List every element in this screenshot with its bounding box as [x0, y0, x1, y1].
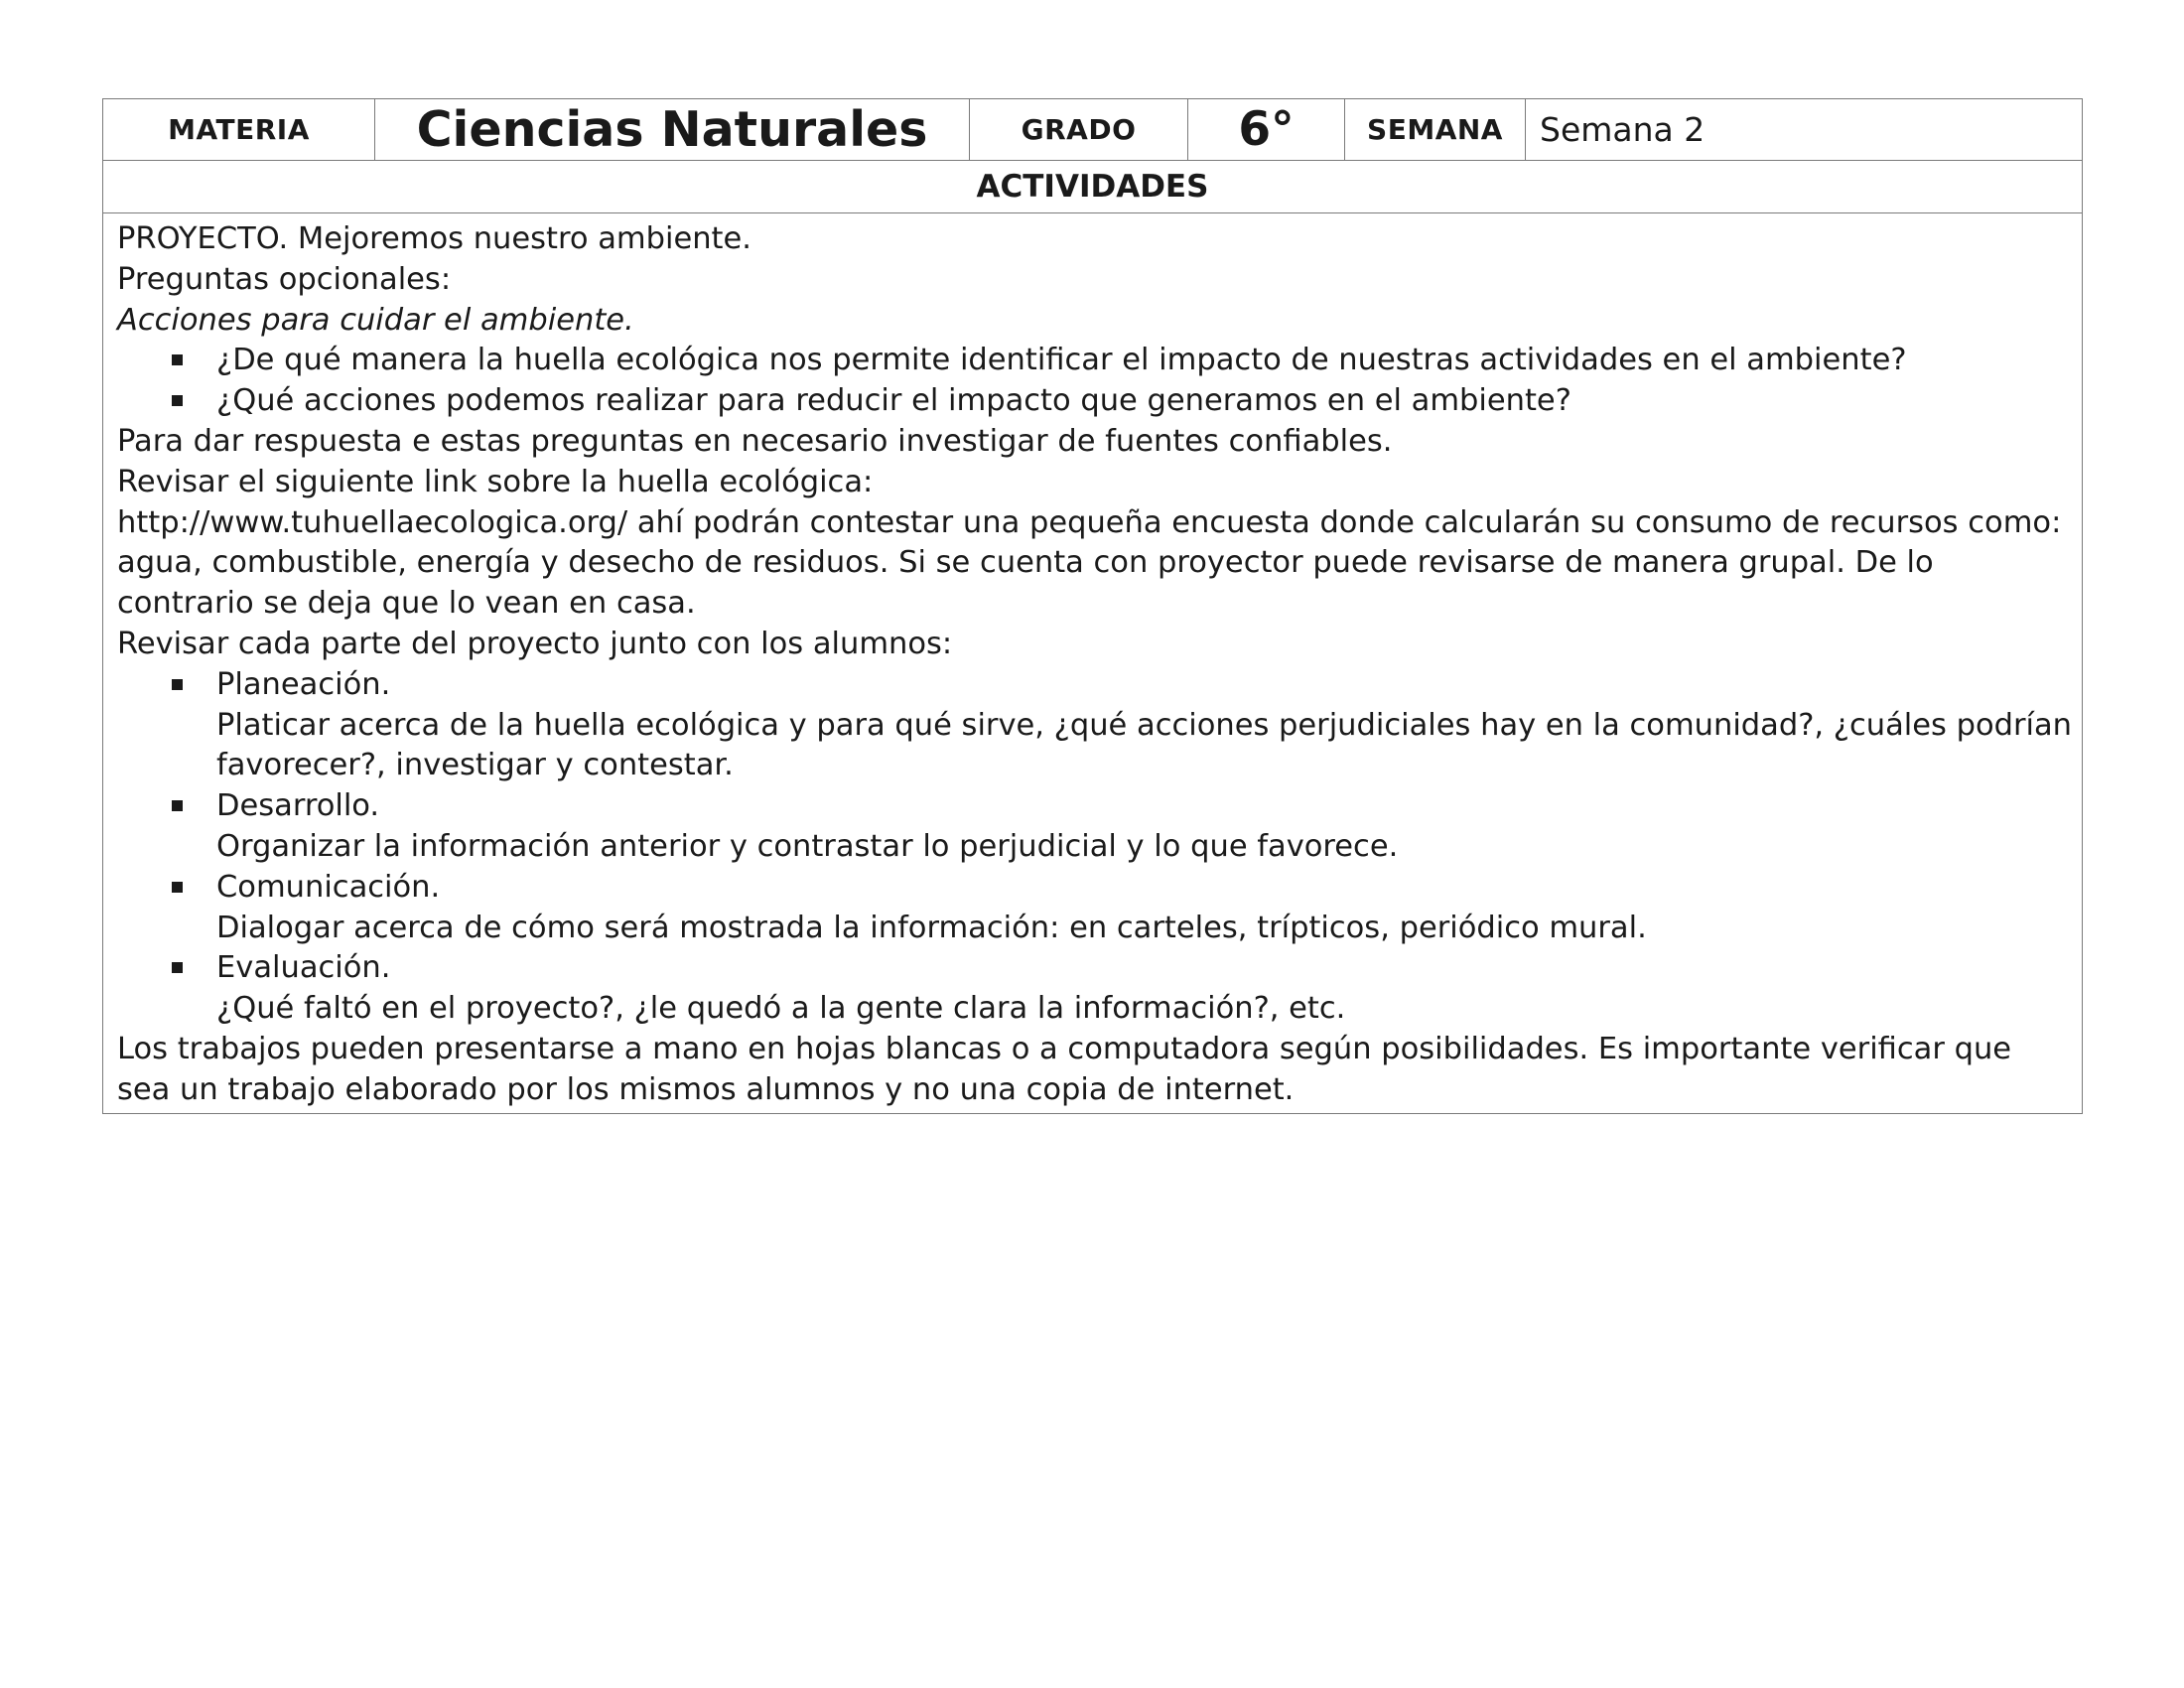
phases-list	[117, 665, 2072, 1030]
phase-description: Organizar la información anterior y contrastar lo perjudicial y lo que favorece.	[216, 828, 1399, 864]
section-title-row	[103, 161, 2083, 213]
header-row	[103, 99, 2083, 161]
topic-line: Acciones para cuidar el ambiente.	[117, 302, 634, 338]
project-line: PROYECTO. Mejoremos nuestro ambiente.	[117, 221, 751, 256]
activities-content	[103, 213, 2083, 1114]
research-note: Para dar respuesta e estas preguntas en necesario investigar de fuentes confiables.	[117, 423, 1393, 459]
square-bullet-icon	[172, 395, 183, 406]
phase-description: ¿Qué faltó en el proyecto?, ¿le quedó a la gente clara la información?, etc.	[216, 991, 1346, 1027]
closing-paragraph: Los trabajos pueden presentarse a mano en hojas blancas o a computadora según posibilidades. Es importante verificar que sea un trabajo elaborado por los mismos alumnos y no una copia de internet.	[117, 1031, 2012, 1107]
semana-label: SEMANA	[1345, 99, 1526, 161]
phase-description: Platicar acerca de la huella ecológica y para qué sirve, ¿qué acciones perjudiciales hay en la comunidad?, ¿cuáles podrían favorecer?, investigar y contestar.	[216, 707, 2073, 783]
question-text: ¿De qué manera la huella ecológica nos permite identificar el impacto de nuestras actividades en el ambiente?	[216, 343, 1907, 378]
list-item	[117, 341, 2072, 381]
questions-list	[117, 341, 2072, 422]
grado-label: GRADO	[970, 99, 1188, 161]
lesson-plan-sheet	[102, 98, 2083, 1114]
list-item	[117, 665, 2072, 786]
link-intro: Revisar el siguiente link sobre la huella ecológica:	[117, 464, 874, 499]
question-text: ¿Qué acciones podemos realizar para reducir el impacto que generamos en el ambiente?	[216, 383, 1571, 419]
phase-title: Evaluación.	[216, 950, 391, 986]
grado-value: 6°	[1188, 99, 1345, 161]
list-item	[117, 786, 2072, 868]
list-item	[117, 381, 2072, 422]
link-paragraph: http://www.tuhuellaecologica.org/ ahí podrán contestar una pequeña encuesta donde calcularán su consumo de recursos como: agua, combustible, energía y desecho de residuos. Si se cuenta con proyector puede revisarse de manera grupal. De lo contrario se deja que lo vean en casa.	[117, 504, 2062, 622]
phase-title: Planeación.	[216, 666, 391, 702]
list-item	[117, 868, 2072, 949]
square-bullet-icon	[172, 800, 183, 811]
activities-title: ACTIVIDADES	[103, 161, 2083, 213]
square-bullet-icon	[172, 962, 183, 973]
square-bullet-icon	[172, 882, 183, 893]
activities-row	[103, 213, 2083, 1114]
materia-value: Ciencias Naturales	[375, 99, 970, 161]
phase-title: Comunicación.	[216, 869, 441, 905]
questions-label: Preguntas opcionales:	[117, 261, 452, 297]
square-bullet-icon	[172, 354, 183, 365]
review-intro: Revisar cada parte del proyecto junto con los alumnos:	[117, 626, 953, 661]
square-bullet-icon	[172, 679, 183, 690]
semana-value: Semana 2	[1526, 99, 2083, 161]
list-item	[117, 948, 2072, 1030]
materia-label: MATERIA	[103, 99, 375, 161]
phase-description: Dialogar acerca de cómo será mostrada la información: en carteles, trípticos, periódico mural.	[216, 910, 1647, 945]
phase-title: Desarrollo.	[216, 788, 380, 824]
lesson-plan-table	[102, 98, 2083, 1114]
